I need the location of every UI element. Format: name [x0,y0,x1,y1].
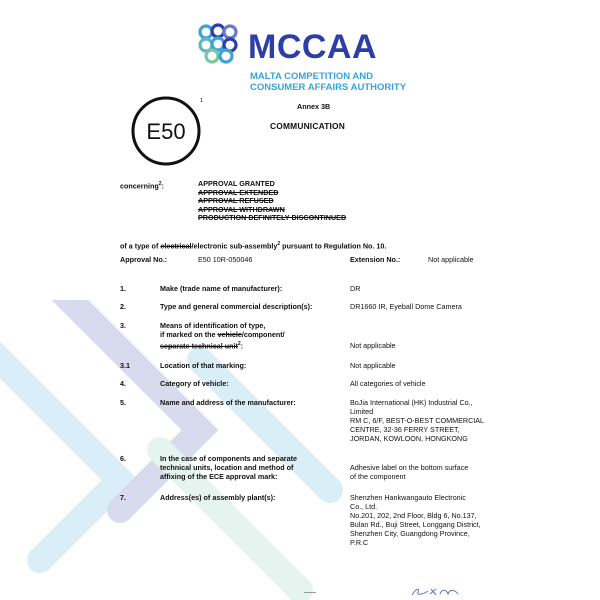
e50-mark-footnote: 1 [200,98,204,104]
annex-label: Annex 3B [297,102,331,111]
item-6-number: 6. [120,454,126,463]
approval-no-label: Approval No.: [120,255,168,264]
item-6-label-line3: affixing of the ECE approval mark: [160,472,278,481]
approval-no-value: E50 10R-050046 [198,255,253,264]
item-5-label: Name and address of the manufacturer: [160,398,296,407]
item-2-value: DR1660 IR, Eyeball Dome Camera [350,302,462,311]
mccaa-logo-icon [196,22,246,66]
signature-initials-icon [410,586,462,598]
item-7-value-line3: No.201, 202, 2nd Floor, Bldg 6, No.137, [350,511,477,520]
item-7-value-line1: Shenzhen Hankwangauto Electronic [350,493,466,502]
extension-no-value: Not applicable [428,255,474,264]
e50-mark-label: E50 [146,119,186,144]
logo-subtitle-line1: MALTA COMPETITION AND [250,71,373,82]
item-6-value-line1: Adhesive label on the bottom surface [350,463,469,472]
item-2-label: Type and general commercial description(s): [160,302,313,311]
page-title: COMMUNICATION [270,121,346,131]
status-production-discontinued: PRODUCTION DEFINITELY DISCONTINUED [198,213,347,222]
item-4-value: All categories of vehicle [350,379,426,388]
status-approval-withdrawn: APPROVAL WITHDRAWN [198,204,285,214]
item-5-value-line1: BoJia International (HK) Industrial Co., [350,398,473,407]
item-7-value-line2: Co., Ltd. [350,502,378,511]
item-3-1-number: 3.1 [120,361,130,370]
extension-no-label: Extension No.: [350,255,401,264]
item-4-number: 4. [120,379,126,388]
item-4-label: Category of vehicle: [160,379,229,388]
item-1-label: Make (trade name of manufacturer): [160,284,283,293]
item-2-number: 2. [120,302,126,311]
item-5-value-line5: JORDAN, KOWLOON, HONGKONG [350,434,468,443]
item-5-value-line4: CENTRE, 32-36 FERRY STREET, [350,425,460,434]
item-6-label-line2: technical units, location and method of [160,463,294,472]
logo-subtitle-line2: CONSUMER AFFAIRS AUTHORITY [250,82,407,93]
status-approval-granted: APPROVAL GRANTED [198,179,275,188]
concerning-label: concerning$^2$: [120,181,164,191]
item-3-value: Not applicable [350,341,396,350]
item-7-value-line4: Bulan Rd., Buji Street, Longgang District, [350,520,481,529]
item-3-label-line2: if marked on the vehicle/component/ [160,330,285,339]
item-3-1-value: Not applicable [350,361,396,370]
page-mark [304,592,316,593]
item-3-label-line1: Means of identification of type, [160,321,266,330]
item-1-value: DR [350,284,361,293]
item-5-value-line2: Limited [350,407,374,416]
item-5-number: 5. [120,398,126,407]
item-3-number: 3. [120,321,126,330]
item-1-number: 1. [120,284,126,293]
item-7-label: Address(es) of assembly plant(s): [160,493,276,502]
status-approval-refused: APPROVAL REFUSED [198,196,274,205]
logo-wordmark: MCCAA [248,28,378,66]
e50-approval-mark-icon [130,95,202,167]
item-6-label-line1: In the case of components and separate [160,454,297,463]
item-3-label-line3: separate technical unit$^2$: [160,341,244,351]
item-3-1-label: Location of that marking: [160,361,247,370]
item-7-number: 7. [120,493,126,502]
item-5-value-line3: RM C, 6/F, BEST-O-BEST COMMERCIAL [350,416,485,425]
item-7-value-line6: P.R.C [350,538,369,547]
item-6-value-line2: of the component [350,472,406,481]
status-approval-extended: APPROVAL EXTENDED [198,187,279,197]
item-7-value-line5: Shenzhen City, Guangdong Province, [350,529,470,538]
type-description-line: of a type of electrical/electronic sub-assembly$^2$ pursuant to Regulation No. 10. [120,241,387,251]
